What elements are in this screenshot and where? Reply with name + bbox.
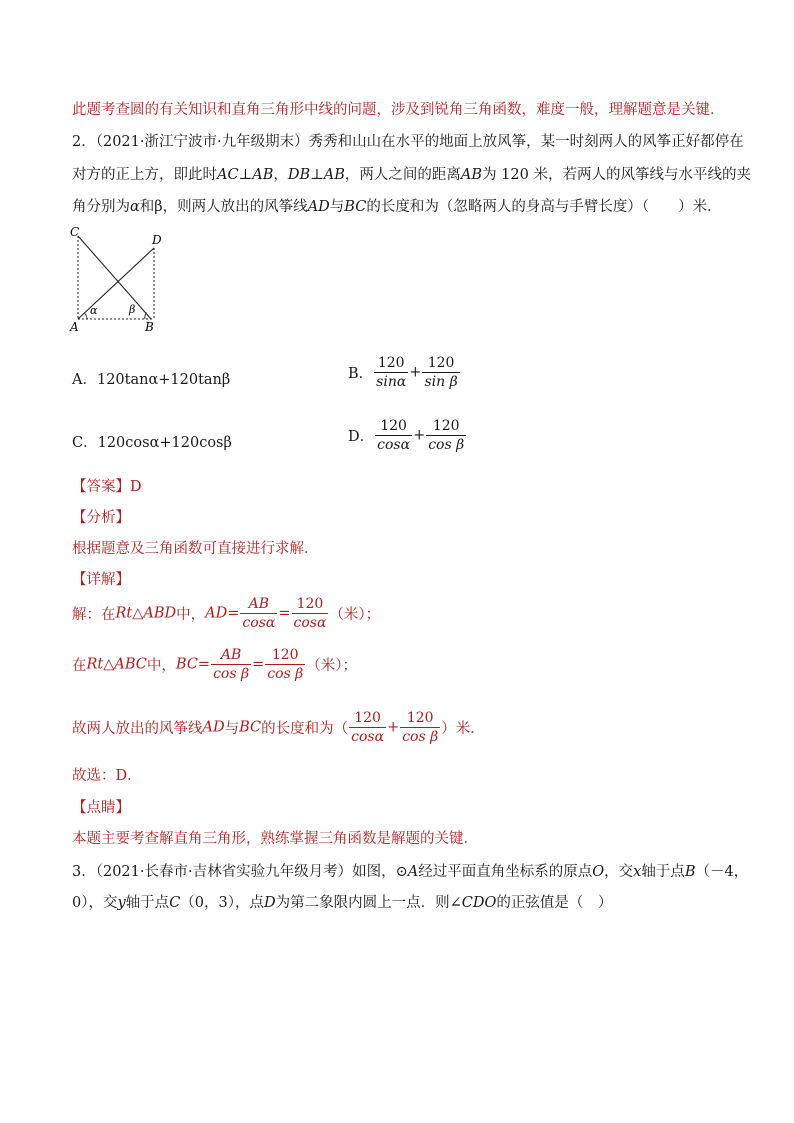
detail-line1 (72, 595, 380, 632)
option-a[interactable] (72, 368, 230, 389)
q2-line2-text-c: 为 120 米，若两人的风筝线与水平线的夹 (482, 167, 751, 183)
frac-num: AB (240, 595, 277, 614)
d2-pre: 在 (72, 658, 87, 674)
q2-line1: 2．（2021·浙江宁波市·九年级期末）秀秀和山山在水平的地面上放风筝，某一时刻两人的风筝正好都停在 (72, 134, 744, 150)
q2-ab2: AB (323, 167, 345, 183)
d3-mid: 的长度和为（ (261, 721, 349, 737)
q3-l2-e: 的正弦值是（ ） (496, 895, 613, 911)
label-d: D (152, 233, 162, 247)
choose-line: 故选：D． (72, 768, 142, 784)
d1-post: （米）； (329, 607, 381, 623)
option-d-frac2 (426, 417, 466, 454)
label-beta: β (129, 303, 136, 316)
detail-label: 【详解】 (72, 572, 130, 588)
d1-pre: 解：在 (72, 607, 116, 623)
d3-bc: BC (239, 719, 262, 736)
d3-post: ）米． (441, 721, 485, 737)
label-c: C (70, 225, 80, 239)
q3-A: A (407, 864, 419, 880)
q3-D: D (264, 895, 276, 911)
q3-C: C (169, 895, 181, 911)
q3-line2 (72, 893, 612, 913)
q2-ab1: AB (252, 167, 274, 183)
d3-frac1 (349, 709, 386, 746)
option-b-plus: + (409, 364, 422, 381)
d3-pre: 故两人放出的风筝线 (72, 721, 203, 737)
d3-with: 与 (224, 721, 240, 737)
frac-num: 120 (400, 709, 440, 728)
q3-B: B (684, 864, 696, 880)
d2-frac1 (211, 646, 251, 683)
q3-y: y (117, 895, 126, 911)
d2-eq2: = (252, 656, 265, 673)
q2-perp2: ⊥ (310, 167, 324, 183)
q2-alpha: α (130, 199, 140, 215)
q3-l2-d: 为第二象限内圆上一点．则∠ (275, 895, 462, 911)
frac-num: 120 (374, 354, 408, 373)
frac-den: cosα (242, 615, 276, 631)
frac-num: 120 (349, 709, 386, 728)
q2-perp1: ⊥ (238, 167, 253, 183)
option-b[interactable] (348, 354, 461, 391)
frac-den: cos β (213, 666, 250, 682)
q3-O: O (592, 864, 605, 880)
q2-db: DB (287, 167, 311, 183)
label-alpha: α (90, 304, 98, 317)
top-note: 此题考查圆的有关知识和直角三角形中线的问题，涉及到锐角三角函数，难度一般，理解题意是关键． (72, 102, 725, 118)
d2-frac2 (265, 646, 305, 683)
kite-figure (68, 224, 168, 336)
option-d-label: D． (348, 429, 375, 445)
q3-l2-a: 0），交 (72, 895, 118, 911)
q2-line2-text-b: ，两人之间的距离 (344, 167, 461, 183)
frac-num: 120 (426, 417, 466, 436)
q3-l1-d: 轴于点 (641, 864, 685, 880)
d2-post: （米）； (306, 658, 357, 674)
q2-ac: AC (217, 167, 239, 183)
q2-line3-with: 与 (329, 199, 345, 215)
option-b-frac1 (374, 354, 408, 391)
analysis-text: 根据题意及三角函数可直接进行求解． (72, 541, 319, 557)
q2-bc: BC (344, 199, 367, 215)
label-b: B (145, 320, 154, 334)
frac-num: 120 (422, 354, 459, 373)
frac-den: sinα (376, 374, 407, 390)
option-d-frac1 (375, 417, 412, 454)
q2-ab3: AB (460, 167, 483, 183)
q2-ad: AD (307, 199, 330, 215)
comment-text: 本题主要考查解直角三角形，熟练掌握三角函数是解题的关键． (72, 831, 478, 847)
frac-den: cos β (267, 666, 304, 682)
d3-plus: + (387, 719, 400, 736)
option-d-plus: + (413, 427, 426, 444)
d1-var: AD (205, 605, 228, 622)
frac-num: 120 (375, 417, 412, 436)
label-a: A (70, 320, 79, 334)
q2-line3-text-b: 的长度和为（忽略两人的身高与手臂长度）（ ）米． (366, 199, 722, 215)
d1-rt: Rt△ABD (115, 605, 177, 622)
answer-value: D (130, 479, 142, 495)
q2-line2-text-a: 对方的正上方，即此时 (72, 167, 217, 183)
frac-num: 120 (292, 595, 329, 614)
q3-l2-c: （0，3），点 (180, 895, 264, 911)
detail-line3 (72, 709, 485, 746)
option-c-text: 120cosα+120cosβ (97, 435, 232, 451)
option-a-label: A． (72, 372, 97, 388)
frac-den: cosα (293, 615, 327, 631)
d2-mid: 中， (146, 658, 176, 674)
frac-den: cosα (377, 437, 411, 453)
q2-line3 (72, 197, 722, 217)
d3-frac2 (400, 709, 440, 746)
frac-den: cos β (428, 437, 465, 453)
d1-eq2: = (278, 605, 291, 622)
d2-var: BC (175, 656, 198, 673)
q2-line3-text-a: 角分别为 (72, 199, 130, 215)
q3-l1-e: （－4， (695, 864, 749, 880)
frac-num: AB (211, 646, 251, 665)
beta-arc (145, 313, 147, 320)
frac-num: 120 (265, 646, 305, 665)
answer-label: 【答案】 (72, 479, 130, 495)
q2-comma: ， (273, 167, 288, 183)
q3-x: x (633, 864, 642, 880)
q3-l2-b: 轴于点 (125, 895, 170, 911)
d3-ad: AD (202, 719, 225, 736)
d1-frac1 (240, 595, 277, 632)
frac-den: cos β (402, 729, 439, 745)
alpha-arc (85, 313, 88, 319)
option-b-frac2 (422, 354, 459, 391)
d1-frac2 (292, 595, 329, 632)
q3-l1-b: 经过平面直角坐标系的原点 (418, 864, 593, 880)
q3-CDO: CDO (461, 895, 497, 911)
d2-rt: Rt△ABC (86, 656, 147, 673)
frac-den: sin β (424, 374, 458, 390)
d1-eq1: = (227, 605, 240, 622)
q2-line2 (72, 165, 751, 185)
option-d[interactable] (348, 417, 467, 454)
d1-mid: 中， (176, 607, 206, 623)
q3-l1-a: 3．（2021·长春市·吉林省实验九年级月考）如图，⊙ (72, 864, 408, 880)
option-b-label: B． (348, 366, 374, 382)
q3-line1 (72, 862, 748, 882)
frac-den: cosα (351, 729, 385, 745)
q3-l1-c: ，交 (604, 864, 634, 880)
option-a-text: 120tanα+120tanβ (96, 372, 231, 388)
detail-line2 (72, 646, 357, 683)
d2-eq1: = (197, 656, 211, 673)
q2-line3-and: 和β，则两人放出的风筝线 (139, 199, 308, 215)
option-c[interactable] (72, 431, 232, 452)
option-c-label: C． (72, 435, 98, 451)
comment-label: 【点睛】 (72, 800, 130, 816)
analysis-label: 【分析】 (72, 510, 130, 526)
line-cb (78, 236, 151, 319)
answer-line (72, 477, 142, 497)
